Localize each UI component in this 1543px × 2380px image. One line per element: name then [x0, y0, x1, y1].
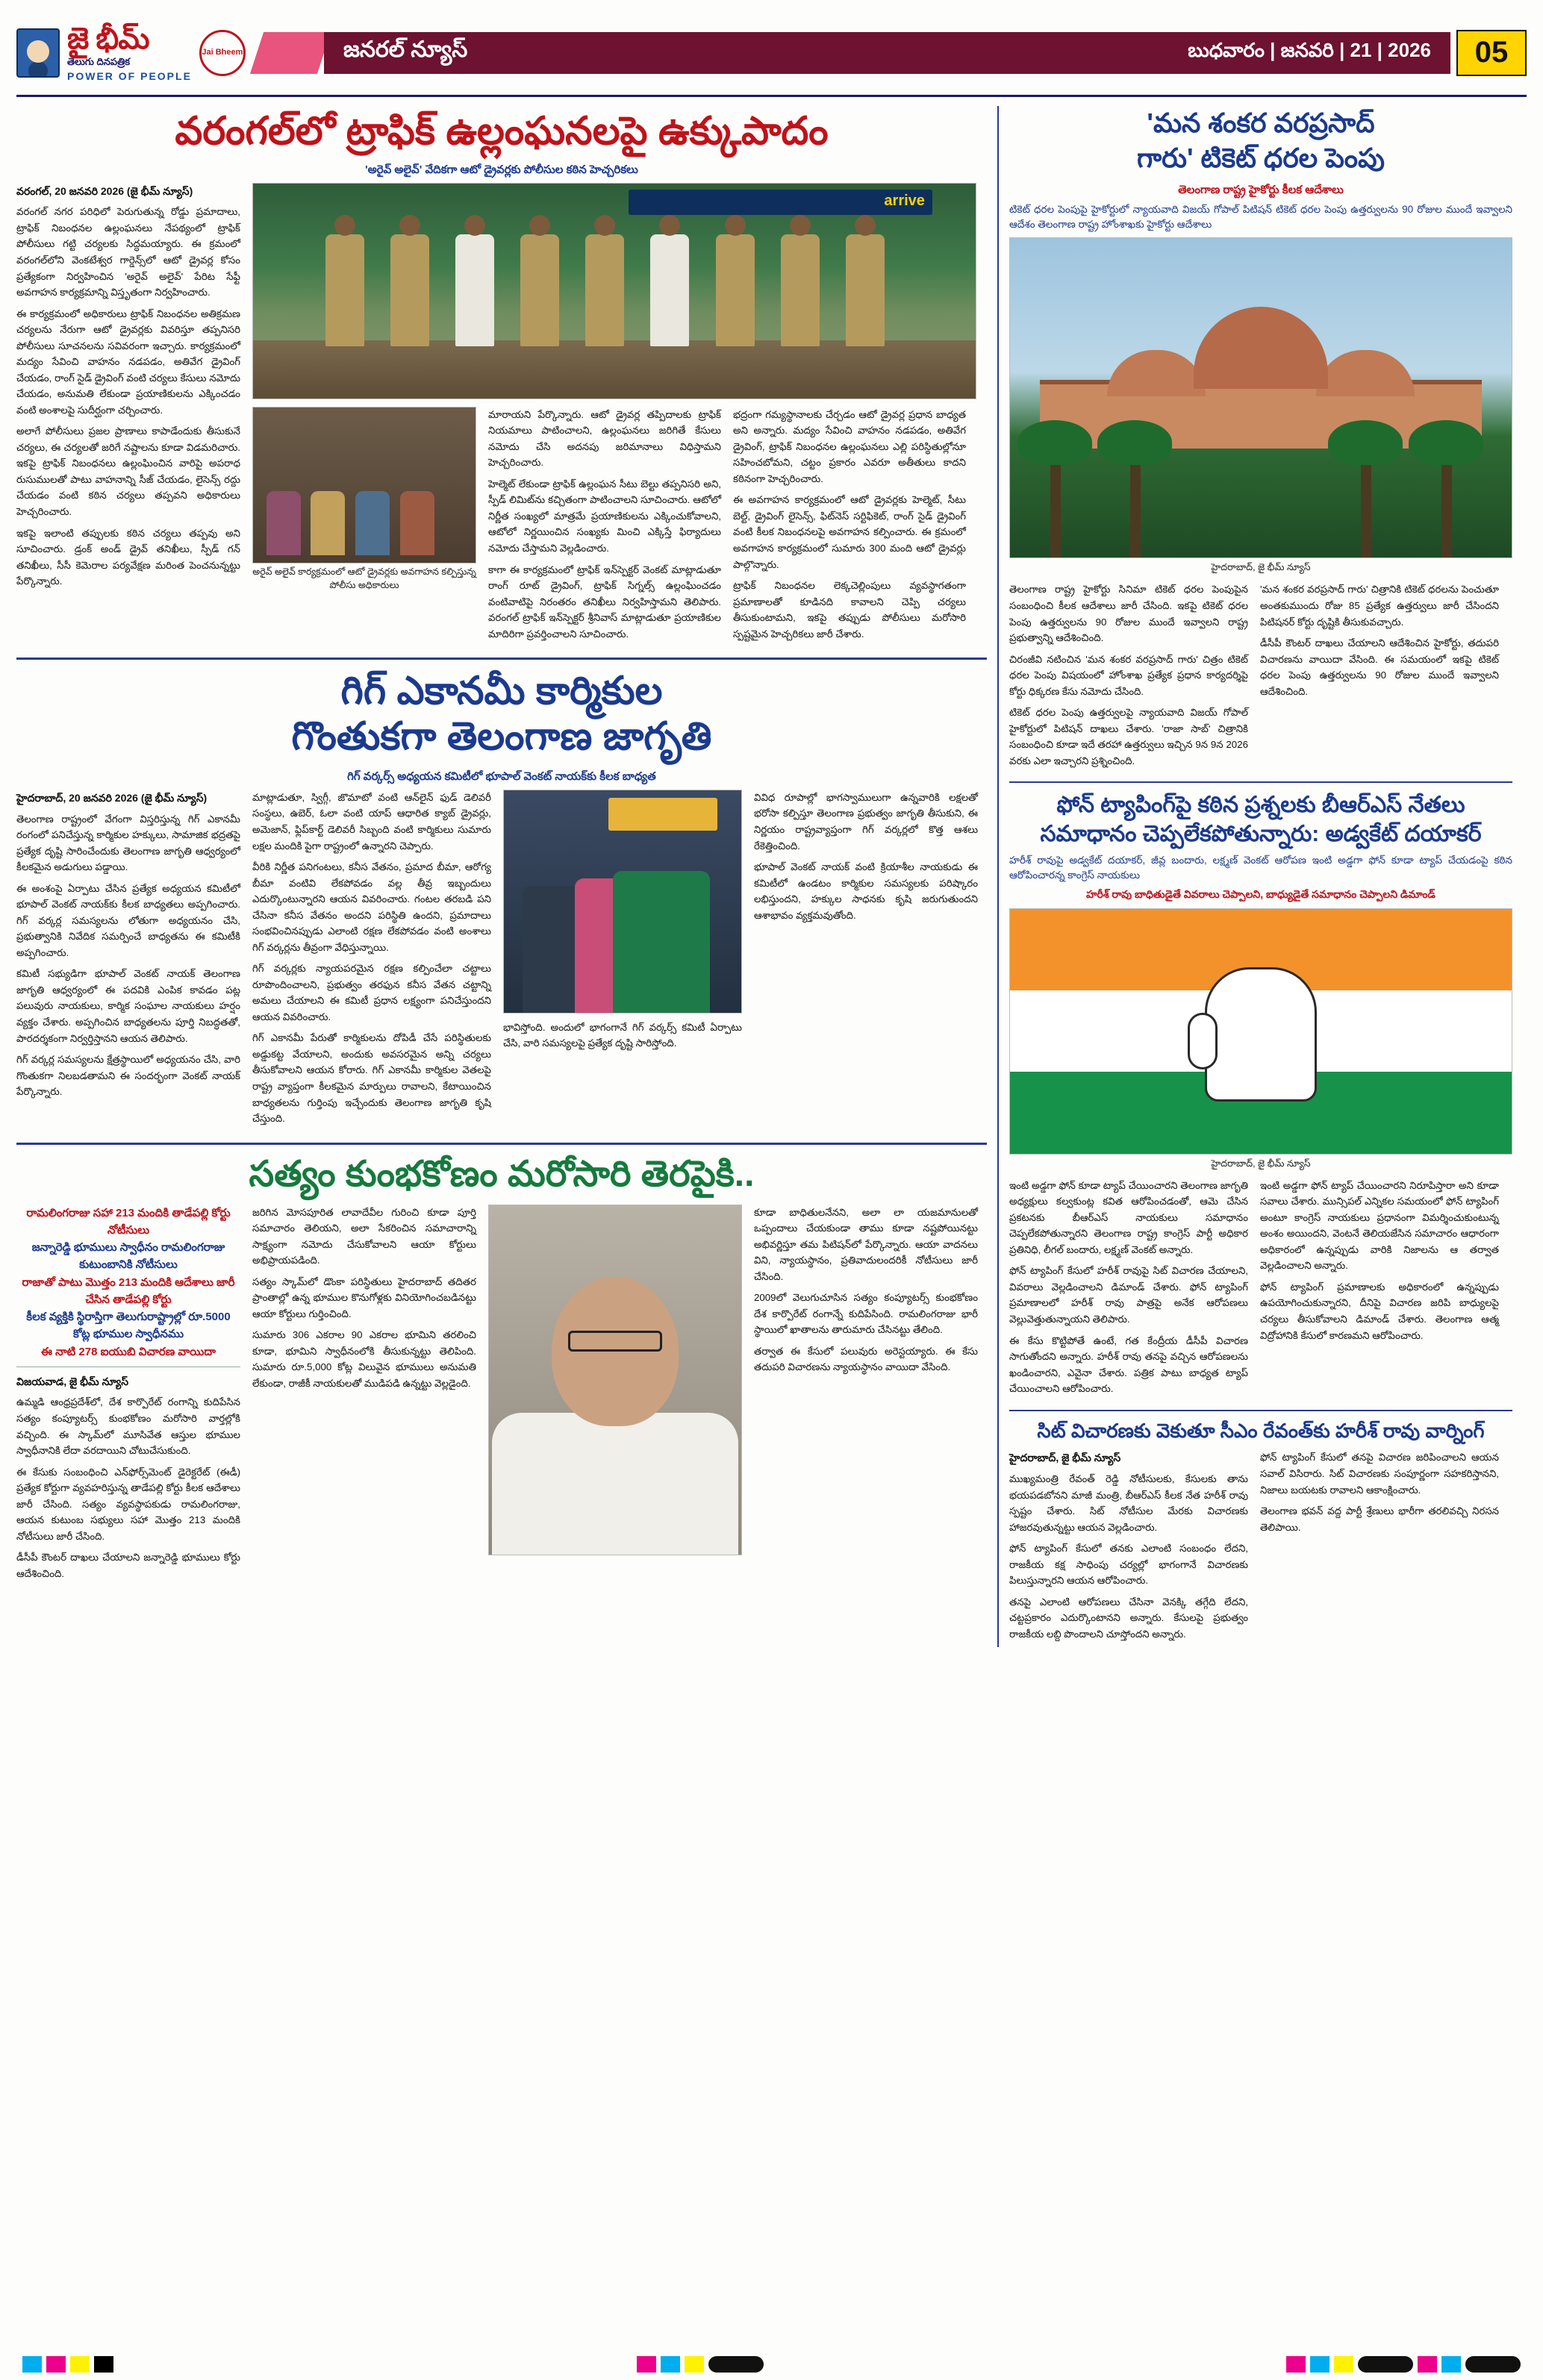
lead-columns [16, 183, 987, 647]
gig-para: ఈ అంశంపై ఏర్పాటు చేసిన ప్రత్యేక అధ్యయన కమిటీలో భూపాల్ వెంకట్ నాయక్‌కు కీలక బాధ్యతలు అప్పగించారు. గిగ్ వర్కర్ల సమస్యలను లోతుగా అధ్యయనం చేసి, ప్రభుత్వానికి నివేదిక సమర్పించే బాధ్యతను ఈ కమిటీకి అప్పగించారు. [16, 882, 240, 958]
tapping-kicker-2: హరీశ్ రావు బాధితుడైతే వివరాలు చెప్పాలని, బాధ్యుడైతే సమాధానం చెప్పాలని డిమాండ్ [1086, 888, 1436, 901]
logo-tagline: POWER OF PEOPLE [67, 70, 192, 82]
lead-headline: వరంగల్‌లో ట్రాఫిక్ ఉల్లంఘనలపై ఉక్కుపాదం [175, 110, 829, 153]
logo-subtitle: తెలుగు దినపత్రిక [67, 56, 131, 67]
sit-dateline: హైదరాబాద్, జై భీమ్ న్యూస్ [1009, 1452, 1121, 1464]
lead-photo-caption: అరైవ్ అలైవ్ కార్యక్రమంలో ఆటో డ్రైవర్లకు అవగాహన కల్పిస్తున్న పోలీసు అధికారులు [252, 566, 476, 590]
person-head [552, 1277, 679, 1426]
ticket-para: టికెట్ ధరల పెంపు ఉత్తర్వులపై న్యాయవాది విజయ్ గోపాల్ హైకోర్టులో పిటిషన్ దాఖలు చేశారు. 'రాజా సాబ్' చిత్రానికి సంబంధించి కూడా ఇదే తరహా ఉత్తర్వులు ఇచ్చిన 9న 9న 2026 వరకు ఎలా ఇచ్చారని ప్రశ్నించింది. [1009, 707, 1248, 766]
gig-para: మాట్లాడుతూ, స్విగ్గీ, జొమాటో వంటి ఆన్‌లైన్ ఫుడ్ డెలివరీ సంస్థలు, ఉబెర్, ఓలా వంటి యాప్ ఆధారిత క్యాబ్ డ్రైవర్లు, అమెజాన్, ఫ్లిప్‌కార్ట్ డెలివరీ సిబ్బంది వంటి కార్మికులు సుమారు లక్షల మందికి పైగా రాష్ట్రంలో ఉన్నారని చెప్పారు. [252, 791, 491, 852]
bullet-item: కీలక వ్యక్తికి స్థిరాస్తిగా తెలుగురాష్ట్రాల్లో రూ.5000 కోట్ల భూముల స్వాధీనము [26, 1311, 231, 1341]
satyam-para: సత్యం స్కామ్‌లో డొంకా పరిస్థితులు హైదరాబాద్ తదితర ప్రాంతాల్లో ఉన్న భూముల కొనుగోళ్లకు వినియోగించబడినట్టు ఆయా కోర్టులు గుర్తించింది. [252, 1275, 476, 1319]
lead-para: భద్రంగా గమ్యస్థానాలకు చేర్చడం ఆటో డ్రైవర్ల ప్రధాన బాధ్యత అని అన్నారు. మద్యం సేవించి వాహనం నడపడం, అతివేగ డ్రైవింగ్, ట్రాఫిక్ నిబంధనల ఉల్లంఘనలు ఎల్లి పరిస్థితుల్లోనూ సహించబోమని, చట్టం ప్రకారం ఎవరూ అతీతులు కాదని కఠినంగా హెచ్చరించారు. [733, 408, 966, 484]
masthead-bar [267, 13, 1527, 92]
gig-photo [503, 790, 742, 1013]
satyam-para: కూడా బాధితులనేనని, అలా లా యజమానులతో ఒప్పందాలు చేయకుండా తాము కూడా నష్టపోయినట్టు అభివర్ణిస్తూ తమ పిటిషన్‌లో పేర్కొన్నారు. ఆయా వాదనలు విని, న్యాయస్థానం, ప్రతివాదులందరికీ నోటీసులు జారీ చేసింది. [754, 1206, 978, 1282]
cyan-swatch [661, 2356, 680, 2373]
magenta-swatch [637, 2356, 656, 2373]
glasses-icon [568, 1331, 662, 1352]
lead-para: ట్రాఫిక్ నిబంధనల లెక్కచెల్లింపులు వ్యవస్థాగతంగా ప్రమాణాలతో కూడినది కావాలని చెప్పి చర్యలు తీసుకుంటామని, ఇకపై తప్పుడు పోలీసులు మరోసారి స్పష్టమైన హెచ్చరికలు జారీ చేశారు. [733, 580, 966, 640]
satyam-col-3 [754, 1205, 978, 1587]
satyam-para: డీసీపీ కౌంటర్ దాఖలు చేయాలని జన్నారెడ్డి భూములు కోర్టు ఆదేశించింది. [16, 1552, 240, 1579]
print-registration-bars [0, 2349, 1543, 2380]
gig-para: కమిటీ సభ్యుడిగా భూపాల్ వెంకట్ నాయక్ తెలంగాణ జాగృతి ఆధ్వర్యంలో ఈ పదవికి ఎంపిక కావడం పట్ల పలువురు నాయకులు, కార్మిక సంఘాల నాయకులు హర్షం వ్యక్తం చేశారు. అప్పగించిన బాధ్యతలను పూర్తి నిబద్ధతతో, పారదర్శకంగా నిర్వర్తిస్తానని ఆయన తెలిపారు. [16, 968, 240, 1044]
registration-group-right [1286, 2356, 1521, 2373]
sit-para: ఫోన్ ట్యాపింగ్ కేసులో తనపై విచారణ జరిపించాలని ఆయన సవాల్ విసిరారు. సిట్ విచారణకు సంపూర్ణంగా సహకరిస్తానని, నిజాలు బయటకు రావాలని ఆకాంక్షించారు. [1260, 1452, 1499, 1496]
gig-headline-1: గిగ్ ఎకానమీ కార్మికుల [340, 669, 663, 713]
satyam-body-1 [16, 1373, 240, 1582]
person-body [492, 1413, 738, 1555]
gig-para: భావిస్తోంది. అందులో భాగంగానే గిగ్ వర్కర్స్ కమిటీ ఏర్పాటు చేసి, వారి సమస్యలపై ప్రత్యేక దృష్టి సారిస్తోంది. [503, 1021, 742, 1049]
satyam-para: జరిగిన మోసపూరిత లావాదేవీల గురించి కూడా పూర్తి సమాచారం తెలియని, అలా సేకరించిన సమాచారాన్ని సాక్ష్యంగా నమోదు చేసుకోవాలని ఆయా కోర్టులు అభిప్రాయపడింది. [252, 1206, 476, 1266]
gig-para: భూపాల్ వెంకట్ నాయక్ వంటి క్రియాశీల నాయకుడు ఈ కమిటీలో ఉండటం కార్మికుల సమస్యలకు పరిష్కారం లభిస్తుందని, హక్కుల సాధనకు కృషి జరుగుతుందని ఆశాభావం వ్యక్తమవుతోంది. [754, 861, 978, 921]
magenta-swatch [46, 2356, 66, 2373]
satyam-photo [488, 1205, 742, 1555]
gig-para: తెలంగాణ రాష్ట్రంలో వేగంగా విస్తరిస్తున్న గిగ్ ఎకానమీ రంగంలో పనిచేస్తున్న కార్మికుల హక్కులు, సామాజిక భద్రతపై ప్రత్యేక దృష్టి సారించేందుకు తెలంగాణ జాగృతి ఆధ్వర్యంలో కీలకమైన అడుగులు పడ్డాయి. [16, 813, 240, 873]
gig-story [16, 667, 987, 1131]
gig-col-2 [252, 790, 491, 1132]
lead-photo [252, 183, 976, 399]
ticket-col-1 [1009, 581, 1248, 774]
sit-columns [1009, 1449, 1512, 1647]
sit-para: ఫోన్ ట్యాపింగ్ కేసులో తనకు ఎలాంటి సంబంధం లేదని, రాజకీయ కక్ష సాధింపు చర్యల్లో భాగంగానే విచారణకు పిలుస్తున్నారని ఆయన ఆరోపించారు. [1009, 1543, 1248, 1587]
yellow-swatch [70, 2356, 90, 2373]
sit-headline: సిట్ విచారణకు వెకుతూ సీఎం రేవంత్‌కు హరీశ్ రావు వార్నింగ్ [1037, 1419, 1485, 1442]
publication-logo [16, 13, 263, 92]
black-swatch [94, 2356, 113, 2373]
satyam-columns [16, 1205, 987, 1587]
tapping-para: ఫోన్ ట్యాపింగ్ ప్రమాణాలకు అధికారంలో ఉన్నప్పుడు ఉపయోగించుకున్నారని, దీనిపై విచారణ జరిపి బాధ్యులపై చర్యలు తీసుకోవాలని డిమాండ్ చేశారు. తెలంగాణ ఆత్మ విద్రోహానికి కేసులో కారణమని ఆరోపించారు. [1260, 1281, 1499, 1341]
gig-para: వీరికి నిర్ణీత పనిగంటలు, కనీస వేతనం, ప్రమాద బీమా, ఆరోగ్య బీమా వంటివి లేకపోవడం వల్ల తీవ్ర ఇబ్బందులు ఎదుర్కొంటున్నారని ఆయన వివరించారు. గంటల తరబడి పని చేసినా కనీస వేతనం అందని పరిస్థితి ఉందని, ప్రమాదాలు సంభవించినప్పుడు ఎలాంటి రక్షణ లేకపోవడం వంటి అంశాలు గిగ్ వర్కర్లను తీవ్రంగా వేధిస్తున్నాయి. [252, 861, 491, 953]
ticket-para: డీసీపీ కౌంటర్ దాఖలు చేయాలని ఆదేశించిన హైకోర్టు, తదుపరి విచారణను వాయిదా వేసింది. ఈ సమయంలో ఇకపై టికెట్ ధరల పెంపు ఉత్తర్వులను 90 రోజుల ముందే ఇవ్వాలని ఆదేశించింది. [1260, 637, 1499, 697]
phone-tapping-story [1009, 790, 1512, 1402]
ticket-para: 'మన శంకర వరప్రసాద్ గారు' చిత్రానికి టికెట్ ధరలను పెంచుతూ అంతకుముందు రోజు 85 ప్రత్యేక ఉత్తర్వులు జారీ చేసిందని పిటిషనర్ కోర్టు దృష్టికి తీసుకువచ్చారు. [1260, 584, 1499, 628]
sit-para: ముఖ్యమంత్రి రేవంత్ రెడ్డి నోటీసులకు, కేసులకు తాను భయపడబోనని మాజీ మంత్రి, బీఆర్ఎస్ కీలక నేత హరీశ్ రావు స్పష్టం చేశారు. సిట్ నోటీసుల మేరకు విచారణకు హాజరవుతున్నట్టు ఆయన వెల్లడించారు. [1009, 1473, 1248, 1533]
tapping-col-2 [1260, 1178, 1499, 1402]
lead-col-2 [488, 407, 721, 647]
magenta-swatch [1418, 2356, 1437, 2373]
gig-col-2b [503, 1019, 742, 1052]
yellow-swatch [1334, 2356, 1353, 2373]
magenta-swatch [1286, 2356, 1306, 2373]
ticket-headline-2: గారు' టికెట్ ధరల పెంపు [1137, 142, 1385, 173]
divider [16, 1143, 987, 1145]
gig-para: గిగ్ వర్కర్ల సమస్యలను క్షేత్రస్థాయిలో అధ్యయనం చేసి, వారి గొంతుకగా నిలబడతామని ఈ సందర్భంగా వెంకట్ నాయక్ పేర్కొన్నారు. [16, 1054, 240, 1098]
ribbon-accent [250, 32, 331, 74]
lead-dateline: వరంగల్, 20 జనవరి 2026 (జై భీమ్ న్యూస్) [16, 184, 193, 197]
masthead [16, 13, 1527, 97]
event-banner [629, 190, 932, 215]
tapping-headline-1: ఫోన్ ట్యాపింగ్‌పై కఠిన ప్రశ్నలకు బీఆర్ఎస్ నేతలు [1056, 793, 1465, 818]
section-label: జనరల్ న్యూస్ [343, 37, 468, 62]
satyam-para: ఈ కేసుకు సంబంధించి ఎన్‌ఫోర్స్‌మెంట్ డైరెక్టరేట్ (ఈడీ) ప్రత్యేక కోర్టుగా వ్యవహరిస్తున్న తాడేపల్లి కోర్టు కీలక ఆదేశాలు జారీ చేసింది. సత్యం వ్యవస్థాపకుడు రామలింగరాజు, ఆయన కుటుంబ సభ్యులు సహా మొత్తం 213 మందికి నోటీసులు జారీ చేసింది. [16, 1466, 240, 1542]
satyam-para: సుమారు 306 ఎకరాల 90 ఎకరాల భూమిని తరలించి కూడా, భూమిని స్వాధీనంలోకి తీసుకున్నట్టు తెలిపింది. సుమారు రూ.5,000 కోట్ల విలువైన భూములు అనుమతి లేకుండా, రాజీకీ నాయకులతో ముడిపడి ఉన్నట్టు వెల్లడైంది. [252, 1329, 476, 1389]
content-grid [16, 106, 1527, 1647]
section-ribbon [324, 32, 1450, 74]
tapping-para: ఇంటి అడ్డగా ఫోన్ కూడా ట్యాప్ చేయించారని తెలంగాణ జాగృతి అధ్యక్షులు కల్వకుంట్ల కవిత ఆరోపించడంతో, ఆమె చేసిన ప్రకటనకు బీఆర్ఎస్ నాయకులు సమాధానం చెప్పలేకపోతున్నారని తెలంగాణ రాష్ట్ర కాంగ్రెస్ పార్టీ అధికార ప్రతినిధి, లీగల్ బందారు, లక్ష్మణ్ వెంకట్ అన్నారు. [1009, 1179, 1248, 1255]
lead-right-block [252, 183, 976, 647]
tapping-para: ఈ కేసు కొట్టిపోతే ఉంటే, గత కేంద్రీయ డీసీపీ విచారణ సాగుతోందని అన్నారు. హరీశ్ రావు తనపై వచ్చిన ఆరోపణలను ఖండించారని, ఎవైనా చేశారు. పత్రిక పాటు బాధ్యత ట్యాప్ చేయించాలని ఆరోపించారు. [1009, 1334, 1248, 1395]
ticket-price-story [1009, 106, 1512, 774]
lead-crowd-photo-wrap [252, 407, 476, 647]
ticket-kicker: తెలంగాణ రాష్ట్ర హైకోర్టు కీలక ఆదేశాలు [1178, 183, 1344, 196]
lead-photo-columns [252, 407, 976, 647]
logo-title: జై భీమ్ [67, 22, 149, 55]
left-column-zone [16, 106, 987, 1647]
tapping-headline-2: సమాధానం చెప్పలేకపోతున్నారు: అడ్వకేట్ దయాకర్ [1040, 822, 1482, 847]
satyam-headline: సత్యం కుంభకోణం మరోసారి తెరపైకి.. [249, 1154, 755, 1194]
sit-para: తనపై ఎలాంటి ఆరోపణలు చేసినా వెనక్కి తగ్గేది లేదని, చట్టప్రకారం ఎదుర్కొంటానని అన్నారు. కేసులపై ప్రభుత్వం రాజకీయ లబ్ది పొందాలని చూస్తోందని అన్నారు. [1009, 1596, 1248, 1640]
bullet-item: ఈ నాటి 278 ఐయుబి విచారణ వాయిదా [41, 1345, 216, 1358]
black-bar [1465, 2356, 1521, 2373]
logo-text [67, 24, 192, 81]
satyam-bullets [16, 1205, 240, 1361]
lead-story [16, 107, 987, 647]
divider [1009, 1410, 1512, 1411]
gig-col-3 [754, 790, 978, 1132]
cyan-swatch [1441, 2356, 1461, 2373]
gig-para: గిగ్ వర్కర్లకు న్యాయపరమైన రక్షణ కల్పించేలా చట్టాలు రూపొందించాలని, ప్రభుత్వం తరఫున కనీస వేతన చట్టాన్ని అమలు చేయాలని ఈ కమిటీ ప్రధాన లక్ష్యంగా పనిచేస్తుందని ఆయన వివరించారు. [252, 963, 491, 1022]
satyam-para: ఉమ్మడి ఆంధ్రప్రదేశ్‌లో, దేశ కార్పొరేట్ రంగాన్ని కుదిపేసిన సత్యం కంప్యూటర్స్ కుంభకోణం మరోసారి వార్తల్లోకి వచ్చింది. ఈ స్కామ్‌లో మూసివేత ఆస్తుల భూముల స్వాధీనానికి లేదా వరదాయిని చోటుచేసుకుంది. [16, 1396, 240, 1457]
lead-para: మారాయని పేర్కొన్నారు. ఆటో డ్రైవర్ల తప్పిదాలకు ట్రాఫిక్ నియమాలు పాటించాలని, ఉల్లంఘనలు జరిగితే కేసులు నమోదు చేసి అదనపు జరిమానాలు విధిస్తామని హెచ్చరించారు. [488, 408, 721, 469]
ticket-subhead: టికెట్ ధరల పెంపుపై హైకోర్టులో న్యాయవాది విజయ్ గోపాల్ పిటిషన్ టికెట్ ధరల పెంపు ఉత్తర్వులను 90 రోజుల ముందే ఇవ్వాలని ఆదేశం తెలంగాణ రాష్ట్ర హోంశాఖకు హైకోర్టు ఆదేశాలు [1009, 204, 1512, 230]
tapping-kicker: హరీశ్ రావుపై అడ్వకేట్ దయాకర్, జీవ్ల బందారు, లక్ష్మణ్ వెంకట్ ఆరోపణ ఇంటి అడ్డగా ఫోన్ కూడా ట్యాప్ చేయడంపై కఠిన ఆరోపించారన్న కాంగ్రెస్ నాయకులు [1009, 855, 1512, 881]
congress-flag-photo [1009, 908, 1512, 1155]
lead-col-3 [733, 407, 966, 647]
lead-para: అలాగే పోలీసులు ప్రజల ప్రాణాలు కాపాడేందుకు తీసుకునే చర్యలు, ఈ చర్యలతో జరిగే నష్టాలను కూడా విడమరిచారు. ఇకపై ట్రాఫిక్ నిబంధనలు ఉల్లంఘించిన వారిపై అపరాధ రుసుములతో పాటు వాహనాన్ని సీజ్ చేయడం, లైసెన్స్ రద్దు చేయడం వంటి కఠిన చర్యలు తప్పవని అధికారులు హెచ్చరించారు. [16, 425, 240, 517]
registration-group-mid [637, 2356, 764, 2373]
lead-kicker: 'అరైవ్ అలైవ్' వేదికగా ఆటో డ్రైవర్లకు పోలీసుల కఠిన హెచ్చరికలు [365, 163, 638, 176]
lead-para: హెల్మెట్ లేకుండా ట్రాఫిక్ ఉల్లంఘన సీటు బెల్టు తప్పనిసరి అని, స్పీడ్ లిమిట్‌ను కచ్చితంగా పాటించాలని సూచించారు. ఆటోలో నిర్ణీత సంఖ్యలో మాత్రమే ప్రయాణికులను ఎక్కించుకోవాలని, ఆటోలో నిర్ణయించిన సంఖ్యకు మించి ఎక్కిస్తే ఫిర్యాదులు నమోదు చేస్తామని వెల్లడించారు. [488, 478, 721, 554]
yellow-swatch [685, 2356, 704, 2373]
registration-group-left [22, 2356, 113, 2373]
ambedkar-portrait-icon [16, 28, 60, 78]
logo-badge: Jai Bheem [199, 30, 246, 76]
gig-para: గిగ్ ఎకానమీ పేరుతో కార్మికులను దోపిడీ చేసే పరిస్థితులకు అడ్డుకట్ట వేయాలని, అందుకు అవసరమైన అన్ని చర్యలు తీసుకోవాలని ఆయన కోరారు. గిగ్ ఎకానమీ కార్మికుల వెతలపై రాష్ట్ర వ్యాప్తంగా కీలకమైన మార్పులు రావాలని, కేటాయించిన బాధ్యతలను గుర్తింపు ఇచ్చేందుకు తెలంగాణ జాగృతి కృషి చేస్తుంది. [252, 1032, 491, 1125]
lead-col-1 [16, 183, 240, 647]
lead-para: ఇకపై ఇలాంటి తప్పులకు కఠిన చర్యలు తప్పవు అని సూచించారు. డ్రంక్ అండ్ డ్రైవ్ తనిఖీలు, స్పీడ్ గన్ తనిఖీలు, సీసీ కెమెరాల పర్యవేక్షణ మరింత పెంచనున్నట్టు పేర్కొన్నారు. [16, 527, 240, 587]
sit-col-1 [1009, 1449, 1248, 1647]
cyan-swatch [1310, 2356, 1330, 2373]
bullet-item: జన్నారెడ్డి భూములు స్వాధీనం రామలింగరాజు కుటుంబానికి నోటీసులు [31, 1241, 225, 1272]
divider [16, 658, 987, 660]
gig-col-1 [16, 790, 240, 1132]
sit-para: తెలంగాణ భవన్ వద్ద పార్టీ శ్రేణులు భారీగా తరలివచ్చి నిరసన తెలిపాయి. [1260, 1505, 1499, 1533]
page-number: 05 [1456, 30, 1527, 76]
black-bar [708, 2356, 764, 2373]
gig-para: వివిధ రూపాల్లో భాగస్వాములుగా ఉన్నవారికి లక్షలతో భరోసా కల్పిస్తూ తెలంగాణ ప్రభుత్వం జాగృతి తీసుకుని, ఈ నిర్ణయం రాష్ట్రవ్యాప్తంగా గిగ్ వర్కర్లలో కొత్త ఆశలు రేకెత్తించింది. [754, 791, 978, 852]
right-column-zone [997, 106, 1512, 1647]
ticket-photo-caption: హైదరాబాద్, జై భీమ్ న్యూస్ [1211, 562, 1311, 573]
gig-headline-2: గొంతుకగా తెలంగాణ జాగృతి [291, 715, 712, 759]
satyam-col-2 [252, 1205, 476, 1587]
issue-date: బుధవారం | జనవరి | 21 | 2026 [1188, 39, 1431, 61]
satyam-dateline: విజయవాడ, జై భీమ్ న్యూస్ [16, 1375, 129, 1387]
bullet-item: రామలింగరాజు సహా 213 మందికి తాడేపల్లి కోర్టు నోటీసులు [26, 1206, 231, 1237]
cyan-swatch [22, 2356, 42, 2373]
gig-columns [16, 790, 987, 1132]
ticket-para: తెలంగాణ రాష్ట్ర హైకోర్టు సినిమా టికెట్ ధరల పెంపుపైన సంబంధించి కీలక ఆదేశాలు జారీ చేసింది. ఇకపై టికెట్ ధరల పెంపు ఉత్తర్వులను 90 రోజుల ముందే ఇవ్వాలని రాష్ట్ర ప్రభుత్వాన్ని ఆదేశించింది. [1009, 584, 1248, 644]
lead-para: వరంగల్ నగర పరిధిలో పెరుగుతున్న రోడ్డు ప్రమాదాలు, ట్రాఫిక్ నిబంధనల ఉల్లంఘనలు నేపథ్యంలో ట్రాఫిక్ పోలీసులు గట్టి చర్యలకు సిద్ధమయ్యారు. ఈ క్రమంలో వరంగల్‌లోని వెంకటేశ్వర గార్డెన్స్‌లో ఆటో డ్రైవర్ల కోసం ప్రత్యేకంగా నిర్వహించిన 'అరైవ్ అలైవ్' పేరిట సేఫ్టీ అవగాహన కార్యక్రమాన్ని విస్తృతంగా నిర్వహించారు. [16, 206, 240, 299]
sit-col-2 [1260, 1449, 1499, 1647]
satyam-col-1 [16, 1205, 240, 1587]
lead-para: కాగా ఈ కార్యక్రమంలో ట్రాఫిక్ ఇన్‌స్పెక్టర్ వెంకట్ మాట్లాడుతూ రాంగ్ రూట్ డ్రైవింగ్, ట్రాఫిక్ సిగ్నల్స్ ఉల్లంఘించడం వంటివాటిపై నిరంతరం తనిఖీలు నిర్వహిస్తామని తెలిపారు. వరంగల్ ట్రాఫిక్ ఇన్‌స్పెక్టర్ శ్రీనివాస్ మాట్లాడుతూ ప్రయాణికుల మాదిరిగా ప్రవర్తించాలని సూచించారు. [488, 563, 721, 640]
sit-warning-story [1009, 1419, 1512, 1648]
satyam-para: తర్వాత ఈ కేసులో పలువురు అరెస్టయ్యారు. ఈ కేసు తదుపరి విచారణను న్యాయస్థానం వాయిదా వేసింది. [754, 1345, 978, 1373]
tapping-columns [1009, 1178, 1512, 1402]
court-dome [1194, 307, 1328, 389]
ticket-col-2 [1260, 581, 1499, 774]
ticket-para: చిరంజీవి నటించిన 'మన శంకర వరప్రసాద్ గారు' చిత్రం టికెట్ ధరల పెంపు విషయంలో హోంశాఖ ప్రత్యేక ప్రధాన కార్యదర్శిపై కోర్టు ధిక్కరణ కేసు నమోదు చేసింది. [1009, 653, 1248, 697]
bullet-item: రాజాతో పాటు మొత్తం 213 మందికి ఆదేశాలు జారీ చేసిన తాడేపల్లి కోర్టు [22, 1275, 235, 1306]
stage-platform [253, 340, 976, 399]
gig-photo-col [503, 790, 742, 1132]
ticket-headline-1: 'మన శంకర వరప్రసాద్ [1147, 107, 1375, 138]
lead-para: ఈ కార్యక్రమంలో అధికారులు ట్రాఫిక్ నిబంధనల అతిక్రమణ చర్యలను నేరుగా ఆటో డ్రైవర్లకు వివరిస్తూ తప్పనిసరి పోలీసులు సూచనలను సవివరంగా ఇచ్చారు. కార్యక్రమంలో మద్యం సేవించి వాహనం నడపడం, అతివేగ డ్రైవింగ్ చేయడం, రాంగ్ సైడ్ డ్రైవింగ్ వంటి చర్యలు కేసులు నమోదు చేయడం, అనుమతి లేకుండా ప్రయాణికులను ఎక్కించడం వంటి అంశాలపై సుదీర్ఘంగా చర్చించారు. [16, 307, 240, 416]
high-court-photo [1009, 237, 1512, 558]
satyam-para: 2009లో వెలుగుచూసిన సత్యం కంప్యూటర్స్ కుంభకోణం దేశ కార్పొరేట్ రంగాన్నే కుదిపేసింది. రామలింగరాజు భారీ స్థాయిలో ఖాతాలను తారుమారు చేసినట్టు తేలింది. [754, 1292, 978, 1336]
black-bar [1358, 2356, 1413, 2373]
satyam-story [16, 1152, 987, 1587]
ticket-columns [1009, 581, 1512, 774]
tapping-col-1 [1009, 1178, 1248, 1402]
congress-hand-icon [1205, 967, 1317, 1102]
gig-kicker: గిగ్ వర్కర్స్ అధ్యయన కమిటీలో భూపాల్ వెంకట్ నాయక్‌కు కీలక బాధ్యత [347, 770, 656, 784]
lead-para: ఈ అవగాహన కార్యక్రమంలో ఆటో డ్రైవర్లకు హెల్మెట్, సీటు బెల్ట్, డ్రైవింగ్ లైసెన్స్, ఫిట్‌నెస్ సర్టిఫికెట్, రాంగ్ సైడ్ డ్రైవింగ్ వంటి కీలక నిబంధనలపై అవగాహన కల్పించారు. ఈ క్రమంలో అవగాహన కార్యక్రమంలో సుమారు 300 మంది ఆటో డ్రైవర్లు పాల్గొన్నారు. [733, 494, 966, 570]
crowd-photo [252, 407, 476, 563]
tapping-photo-caption: హైదరాబాద్, జై భీమ్ న్యూస్ [1211, 1158, 1311, 1169]
tapping-para: ఇంటి అడ్డగా ఫోన్ ట్యాప్ చేయించారని నిరూపిస్తారా అని కూడా సవాలు చేశారు. మున్సిపల్ ఎన్నికల సమయంలో ఫోన్ ట్యాపింగ్ అంటూ కాంగ్రెస్ నాయకులు ప్రధానంగా విమర్శించుకుంటున్న అంశం అయిందని, వెంటనే తెలియజేసిన సమాచారం ఆధారంగా అధికారంలో ఉన్నప్పుడు వారికి నిజాలను ఆ తర్వాత వెల్లడించాలని అన్నారు. [1260, 1179, 1499, 1272]
divider [1009, 781, 1512, 783]
event-banner [608, 798, 717, 831]
satyam-photo-col [488, 1205, 742, 1587]
gig-dateline: హైదరాబాద్, 20 జనవరి 2026 (జై భీమ్ న్యూస్) [16, 791, 208, 804]
tapping-para: ఫోన్ ట్యాపింగ్ కేసులో హరీశ్ రావుపై సిట్ విచారణ చేయాలని, వివరాలు వెల్లడించాలని డిమాండ్ చేశారు. ఫోన్ ట్యాపింగ్ ప్రమాణాలలో హరీశ్ రావు పాత్రపై అనేక ఆరోపణలు వెల్లువెత్తుతున్నాయని తెలిపారు. [1009, 1265, 1248, 1325]
